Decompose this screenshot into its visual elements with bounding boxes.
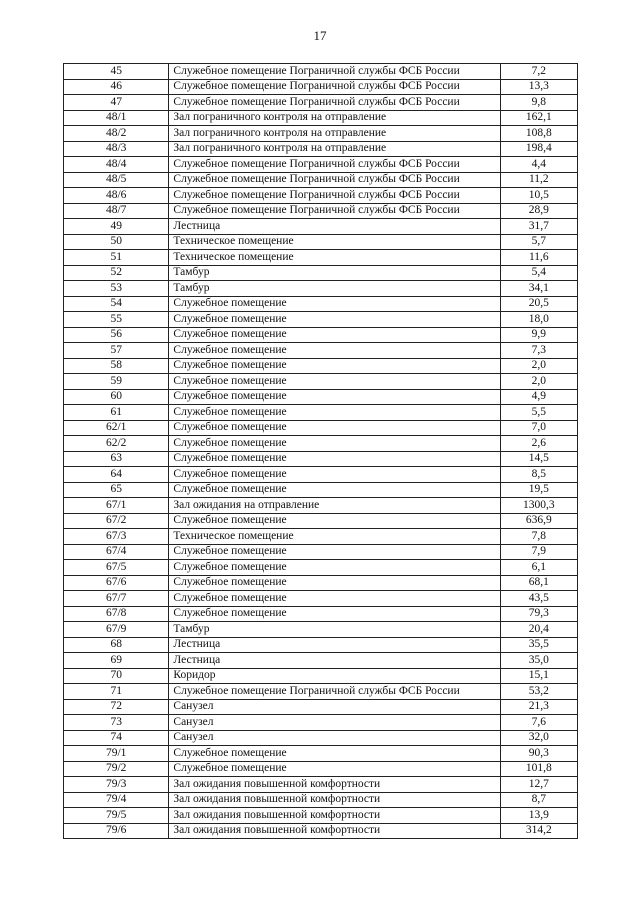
room-number-cell: 65 <box>64 482 169 498</box>
table-row <box>64 513 578 529</box>
room-number-cell: 50 <box>64 234 169 250</box>
page-number: 17 <box>313 28 327 43</box>
table-row <box>64 544 578 560</box>
room-area-cell: 15,1 <box>500 668 577 684</box>
room-number-cell: 79/3 <box>64 777 169 793</box>
room-number-cell: 67/8 <box>64 606 169 622</box>
room-number-cell: 79/1 <box>64 746 169 762</box>
room-name-cell: Служебное помещение Пограничной службы ФСБ России <box>169 172 500 188</box>
room-name-cell: Зал пограничного контроля на отправление <box>169 110 500 126</box>
room-name-cell: Служебное помещение <box>169 544 500 560</box>
room-area-cell: 35,5 <box>500 637 577 653</box>
room-area-cell: 7,8 <box>500 529 577 545</box>
table-row <box>64 653 578 669</box>
room-area-cell: 7,0 <box>500 420 577 436</box>
room-name-cell: Лестница <box>169 653 500 669</box>
room-name-cell: Зал ожидания повышенной комфортности <box>169 808 500 824</box>
room-name-cell: Служебное помещение <box>169 327 500 343</box>
room-number-cell: 71 <box>64 684 169 700</box>
room-number-cell: 73 <box>64 715 169 731</box>
room-area-cell: 5,7 <box>500 234 577 250</box>
table-row <box>64 172 578 188</box>
room-area-cell: 7,6 <box>500 715 577 731</box>
room-number-cell: 46 <box>64 79 169 95</box>
room-name-cell: Зал ожидания повышенной комфортности <box>169 792 500 808</box>
room-number-cell: 64 <box>64 467 169 483</box>
room-number-cell: 49 <box>64 219 169 235</box>
room-number-cell: 54 <box>64 296 169 312</box>
table-row <box>64 405 578 421</box>
room-name-cell: Зал ожидания повышенной комфортности <box>169 777 500 793</box>
room-area-cell: 6,1 <box>500 560 577 576</box>
table-row <box>64 203 578 219</box>
room-number-cell: 58 <box>64 358 169 374</box>
table-row <box>64 327 578 343</box>
room-number-cell: 53 <box>64 281 169 297</box>
room-name-cell: Служебное помещение Пограничной службы ФСБ России <box>169 64 500 80</box>
room-area-cell: 2,0 <box>500 374 577 390</box>
room-number-cell: 48/4 <box>64 157 169 173</box>
table-row <box>64 64 578 80</box>
room-name-cell: Техническое помещение <box>169 529 500 545</box>
room-name-cell: Зал ожидания на отправление <box>169 498 500 514</box>
table-row <box>64 529 578 545</box>
room-number-cell: 51 <box>64 250 169 266</box>
table-row <box>64 823 578 839</box>
room-area-cell: 35,0 <box>500 653 577 669</box>
table-row <box>64 265 578 281</box>
room-area-cell: 43,5 <box>500 591 577 607</box>
room-number-cell: 48/3 <box>64 141 169 157</box>
table-row <box>64 575 578 591</box>
room-number-cell: 67/5 <box>64 560 169 576</box>
room-number-cell: 61 <box>64 405 169 421</box>
room-number-cell: 60 <box>64 389 169 405</box>
room-number-cell: 79/4 <box>64 792 169 808</box>
room-number-cell: 70 <box>64 668 169 684</box>
room-name-cell: Служебное помещение Пограничной службы ФСБ России <box>169 95 500 111</box>
room-area-cell: 31,7 <box>500 219 577 235</box>
room-area-cell: 12,7 <box>500 777 577 793</box>
room-name-cell: Санузел <box>169 699 500 715</box>
room-name-cell: Служебное помещение <box>169 405 500 421</box>
room-name-cell: Коридор <box>169 668 500 684</box>
room-name-cell: Техническое помещение <box>169 234 500 250</box>
table-row <box>64 219 578 235</box>
room-number-cell: 69 <box>64 653 169 669</box>
room-area-cell: 14,5 <box>500 451 577 467</box>
table-row <box>64 436 578 452</box>
table-row <box>64 188 578 204</box>
table-row <box>64 312 578 328</box>
room-area-cell: 11,6 <box>500 250 577 266</box>
room-name-cell: Служебное помещение <box>169 575 500 591</box>
room-area-cell: 2,0 <box>500 358 577 374</box>
room-name-cell: Служебное помещение <box>169 451 500 467</box>
room-name-cell: Служебное помещение Пограничной службы ФСБ России <box>169 188 500 204</box>
table-row <box>64 637 578 653</box>
room-area-cell: 162,1 <box>500 110 577 126</box>
room-area-cell: 8,7 <box>500 792 577 808</box>
room-number-cell: 62/1 <box>64 420 169 436</box>
room-name-cell: Санузел <box>169 715 500 731</box>
room-name-cell: Служебное помещение <box>169 482 500 498</box>
table-row <box>64 281 578 297</box>
room-name-cell: Лестница <box>169 637 500 653</box>
room-area-cell: 21,3 <box>500 699 577 715</box>
room-name-cell: Служебное помещение <box>169 746 500 762</box>
table-row <box>64 591 578 607</box>
room-number-cell: 57 <box>64 343 169 359</box>
room-area-cell: 4,9 <box>500 389 577 405</box>
room-area-cell: 101,8 <box>500 761 577 777</box>
room-number-cell: 52 <box>64 265 169 281</box>
room-number-cell: 47 <box>64 95 169 111</box>
room-number-cell: 62/2 <box>64 436 169 452</box>
room-area-cell: 90,3 <box>500 746 577 762</box>
table-row <box>64 95 578 111</box>
room-area-cell: 18,0 <box>500 312 577 328</box>
room-area-cell: 28,9 <box>500 203 577 219</box>
table-row <box>64 482 578 498</box>
room-area-cell: 2,6 <box>500 436 577 452</box>
room-name-cell: Служебное помещение <box>169 420 500 436</box>
room-number-cell: 48/5 <box>64 172 169 188</box>
table-row <box>64 761 578 777</box>
table-row <box>64 389 578 405</box>
room-area-cell: 20,5 <box>500 296 577 312</box>
room-number-cell: 79/5 <box>64 808 169 824</box>
table-row <box>64 79 578 95</box>
room-name-cell: Служебное помещение <box>169 761 500 777</box>
room-number-cell: 67/6 <box>64 575 169 591</box>
room-name-cell: Служебное помещение <box>169 513 500 529</box>
room-number-cell: 79/2 <box>64 761 169 777</box>
room-name-cell: Служебное помещение Пограничной службы ФСБ России <box>169 79 500 95</box>
room-number-cell: 48/1 <box>64 110 169 126</box>
table-row <box>64 358 578 374</box>
room-name-cell: Служебное помещение <box>169 374 500 390</box>
room-name-cell: Служебное помещение <box>169 343 500 359</box>
room-area-cell: 198,4 <box>500 141 577 157</box>
room-name-cell: Служебное помещение Пограничной службы ФСБ России <box>169 684 500 700</box>
table-row <box>64 157 578 173</box>
table-row <box>64 250 578 266</box>
room-name-cell: Лестница <box>169 219 500 235</box>
room-number-cell: 67/3 <box>64 529 169 545</box>
room-area-cell: 13,3 <box>500 79 577 95</box>
room-name-cell: Служебное помещение <box>169 467 500 483</box>
room-area-cell: 9,9 <box>500 327 577 343</box>
room-name-cell: Тамбур <box>169 265 500 281</box>
table-row <box>64 668 578 684</box>
room-number-cell: 67/7 <box>64 591 169 607</box>
room-area-cell: 5,4 <box>500 265 577 281</box>
table-row <box>64 451 578 467</box>
room-area-cell: 53,2 <box>500 684 577 700</box>
table-row <box>64 374 578 390</box>
room-name-cell: Зал пограничного контроля на отправление <box>169 141 500 157</box>
room-number-cell: 68 <box>64 637 169 653</box>
room-number-cell: 48/2 <box>64 126 169 142</box>
table-row <box>64 141 578 157</box>
table-row <box>64 746 578 762</box>
room-number-cell: 67/4 <box>64 544 169 560</box>
table-row <box>64 699 578 715</box>
room-name-cell: Служебное помещение <box>169 312 500 328</box>
room-number-cell: 55 <box>64 312 169 328</box>
table-row <box>64 684 578 700</box>
room-area-cell: 1300,3 <box>500 498 577 514</box>
rooms-table-body <box>64 64 578 839</box>
table-row <box>64 622 578 638</box>
room-area-cell: 7,9 <box>500 544 577 560</box>
room-number-cell: 74 <box>64 730 169 746</box>
room-area-cell: 10,5 <box>500 188 577 204</box>
room-number-cell: 56 <box>64 327 169 343</box>
room-area-cell: 7,2 <box>500 64 577 80</box>
room-area-cell: 636,9 <box>500 513 577 529</box>
room-number-cell: 67/1 <box>64 498 169 514</box>
room-area-cell: 32,0 <box>500 730 577 746</box>
room-name-cell: Служебное помещение <box>169 358 500 374</box>
table-row <box>64 777 578 793</box>
table-row <box>64 606 578 622</box>
room-number-cell: 72 <box>64 699 169 715</box>
room-name-cell: Техническое помещение <box>169 250 500 266</box>
room-number-cell: 59 <box>64 374 169 390</box>
table-row <box>64 560 578 576</box>
room-name-cell: Служебное помещение <box>169 436 500 452</box>
table-row <box>64 730 578 746</box>
room-number-cell: 48/6 <box>64 188 169 204</box>
room-area-cell: 34,1 <box>500 281 577 297</box>
room-name-cell: Служебное помещение <box>169 591 500 607</box>
table-row <box>64 296 578 312</box>
room-area-cell: 8,5 <box>500 467 577 483</box>
room-number-cell: 45 <box>64 64 169 80</box>
room-area-cell: 314,2 <box>500 823 577 839</box>
room-number-cell: 67/9 <box>64 622 169 638</box>
room-area-cell: 7,3 <box>500 343 577 359</box>
room-name-cell: Зал ожидания повышенной комфортности <box>169 823 500 839</box>
room-area-cell: 5,5 <box>500 405 577 421</box>
room-name-cell: Служебное помещение <box>169 560 500 576</box>
room-area-cell: 108,8 <box>500 126 577 142</box>
room-area-cell: 13,9 <box>500 808 577 824</box>
room-name-cell: Служебное помещение <box>169 296 500 312</box>
room-name-cell: Служебное помещение <box>169 606 500 622</box>
room-number-cell: 67/2 <box>64 513 169 529</box>
room-area-cell: 9,8 <box>500 95 577 111</box>
room-name-cell: Служебное помещение <box>169 389 500 405</box>
room-area-cell: 68,1 <box>500 575 577 591</box>
room-number-cell: 63 <box>64 451 169 467</box>
table-row <box>64 110 578 126</box>
table-row <box>64 467 578 483</box>
table-row <box>64 498 578 514</box>
room-number-cell: 79/6 <box>64 823 169 839</box>
room-name-cell: Зал пограничного контроля на отправление <box>169 126 500 142</box>
table-row <box>64 715 578 731</box>
room-name-cell: Служебное помещение Пограничной службы ФСБ России <box>169 203 500 219</box>
rooms-table <box>63 63 578 839</box>
table-row <box>64 343 578 359</box>
table-row <box>64 808 578 824</box>
room-area-cell: 4,4 <box>500 157 577 173</box>
table-row <box>64 420 578 436</box>
room-name-cell: Тамбур <box>169 281 500 297</box>
room-name-cell: Тамбур <box>169 622 500 638</box>
room-name-cell: Санузел <box>169 730 500 746</box>
room-name-cell: Служебное помещение Пограничной службы ФСБ России <box>169 157 500 173</box>
table-row <box>64 792 578 808</box>
room-area-cell: 19,5 <box>500 482 577 498</box>
table-row <box>64 126 578 142</box>
room-area-cell: 11,2 <box>500 172 577 188</box>
room-area-cell: 79,3 <box>500 606 577 622</box>
table-row <box>64 234 578 250</box>
room-area-cell: 20,4 <box>500 622 577 638</box>
room-number-cell: 48/7 <box>64 203 169 219</box>
